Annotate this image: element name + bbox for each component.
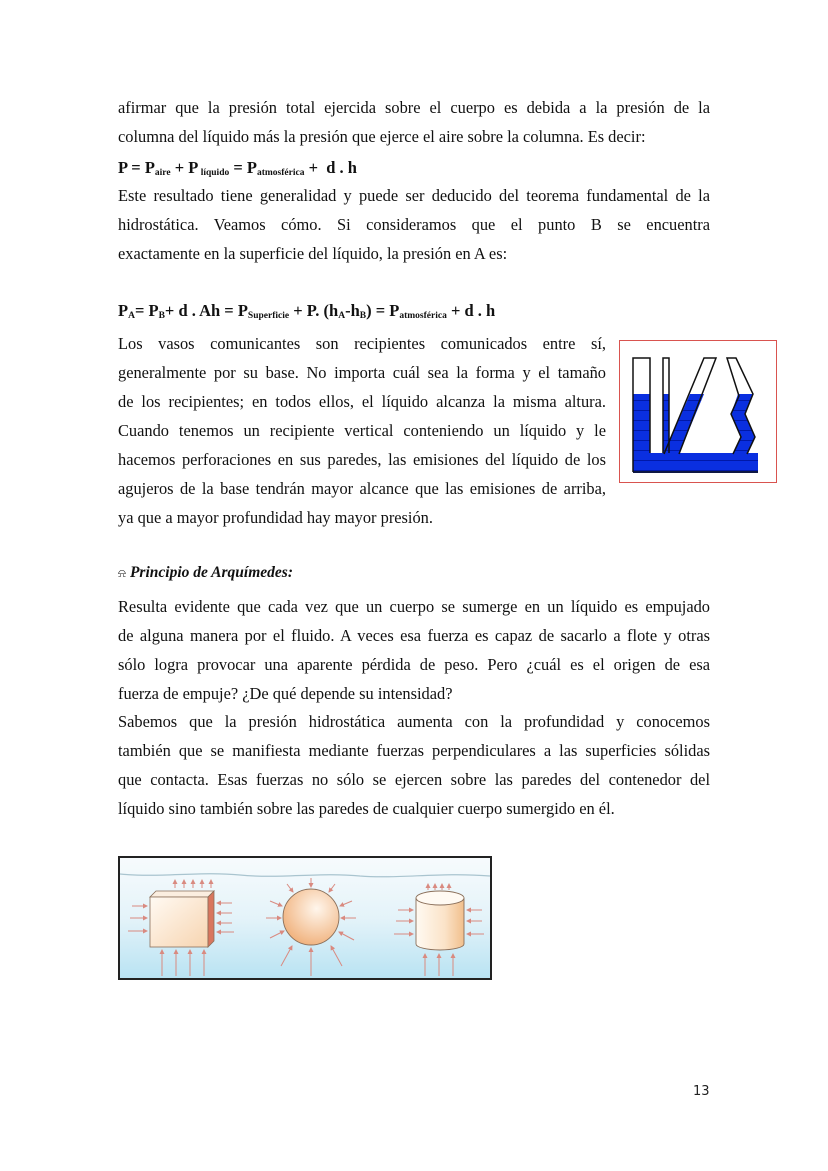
text-line: columna del líquido más la presión que ejerce el aire sobre la columna. Es decir:: [118, 127, 646, 146]
vasos-comunicantes-illustration: [620, 341, 775, 481]
text-line: Sabemos que la presión hidrostática aumenta con la profundidad y conocemos: [118, 712, 710, 731]
formula-subscript: A: [128, 311, 135, 321]
paragraph-arquimedes-1: [118, 592, 710, 708]
formula-total-pressure: [118, 158, 357, 178]
formula-term: ) = P: [366, 301, 400, 320]
text-line: Resulta evidente que cada vez que un cuerpo se sumerge en un líquido es empujado: [118, 597, 710, 616]
formula-term: P: [246, 158, 257, 177]
text-line: hacemos perforaciones en sus paredes, las emisiones del líquido de los: [118, 450, 606, 469]
bullet-icon: ⍾: [118, 566, 126, 580]
figure-submerged-bodies: [118, 856, 492, 980]
formula-pressure-at-a: [118, 301, 495, 321]
formula-term: = P: [134, 301, 159, 320]
text-line: Los vasos comunicantes son recipientes comunicados entre sí,: [118, 334, 606, 353]
formula-term: +: [170, 158, 189, 177]
formula-subscript: atmosférica: [256, 168, 305, 178]
formula-subscript: líquido: [198, 168, 230, 178]
text-line: de alguna manera por el fluido. A veces esa fuerza es capaz de sacarlo a flote y otras: [118, 626, 710, 645]
formula-subscript: atmosférica: [399, 311, 447, 321]
cube-body: [150, 891, 214, 947]
formula-term: P: [144, 158, 155, 177]
text-line: ya que a mayor profundidad hay mayor presión.: [118, 508, 433, 527]
formula-term: + d . h: [304, 158, 357, 177]
formula-subscript: Superficie: [247, 311, 290, 321]
formula-term: =: [127, 158, 145, 177]
formula-subscript: B: [359, 311, 367, 321]
text-line: hidrostática. Veamos cómo. Si consideramos que el punto B se encuentra: [118, 215, 710, 234]
formula-term: =: [229, 158, 247, 177]
section-title: Principio de Arquímedes:: [129, 564, 293, 581]
text-line: afirmar que la presión total ejercida sobre el cuerpo es debida a la presión de la: [118, 98, 710, 117]
formula-term: P: [118, 158, 128, 177]
text-line: que contacta. Esas fuerzas no sólo se ejercen sobre las paredes del contenedor del: [118, 770, 710, 789]
text-line: fuerza de empuje? ¿De qué depende su intensidad?: [118, 684, 453, 703]
formula-subscript: B: [158, 311, 165, 321]
page-number: 13: [693, 1084, 710, 1099]
text-line: también que se manifiesta mediante fuerzas perpendiculares a las superficies sólidas: [118, 741, 710, 760]
text-line: sólo logra provocar una aparente pérdida de peso. Pero ¿cuál es el origen de esa: [118, 655, 710, 674]
text-line: generalmente por su base. No importa cuál sea la forma y el tamaño: [118, 363, 606, 382]
text-line: Este resultado tiene generalidad y puede ser deducido del teorema fundamental de la: [118, 186, 710, 205]
formula-term: + d . Ah = P: [164, 301, 248, 320]
sphere-body: [283, 889, 339, 945]
text-line: líquido sino también sobre las paredes de cualquier cuerpo sumergido en él.: [118, 799, 615, 818]
paragraph-arquimedes-2: [118, 707, 710, 823]
text-line: agujeros de la base tendrán mayor alcance que las emisiones de arriba,: [118, 479, 606, 498]
cylinder-body: [416, 891, 464, 950]
paragraph-teorema: [118, 181, 710, 268]
text-line: de los recipientes; en todos ellos, el líquido alcanza la misma altura.: [118, 392, 606, 411]
section-heading-arquimedes: [118, 564, 293, 582]
formula-term: + P. (h: [289, 301, 339, 320]
submerged-bodies-illustration: [120, 858, 490, 978]
formula-term: P: [118, 301, 129, 320]
text-line: Cuando tenemos un recipiente vertical conteniendo un líquido y le: [118, 421, 606, 440]
formula-subscript: A: [338, 311, 346, 321]
formula-term: -h: [345, 301, 360, 320]
formula-subscript: aire: [154, 168, 171, 178]
figure-vasos-comunicantes: [619, 340, 777, 483]
formula-term: P: [188, 158, 199, 177]
text-line: exactamente en la superficie del líquido, la presión en A es:: [118, 244, 508, 263]
formula-term: + d . h: [446, 301, 496, 320]
paragraph-vasos-comunicantes: [118, 329, 606, 532]
intro-paragraph: [118, 93, 710, 151]
